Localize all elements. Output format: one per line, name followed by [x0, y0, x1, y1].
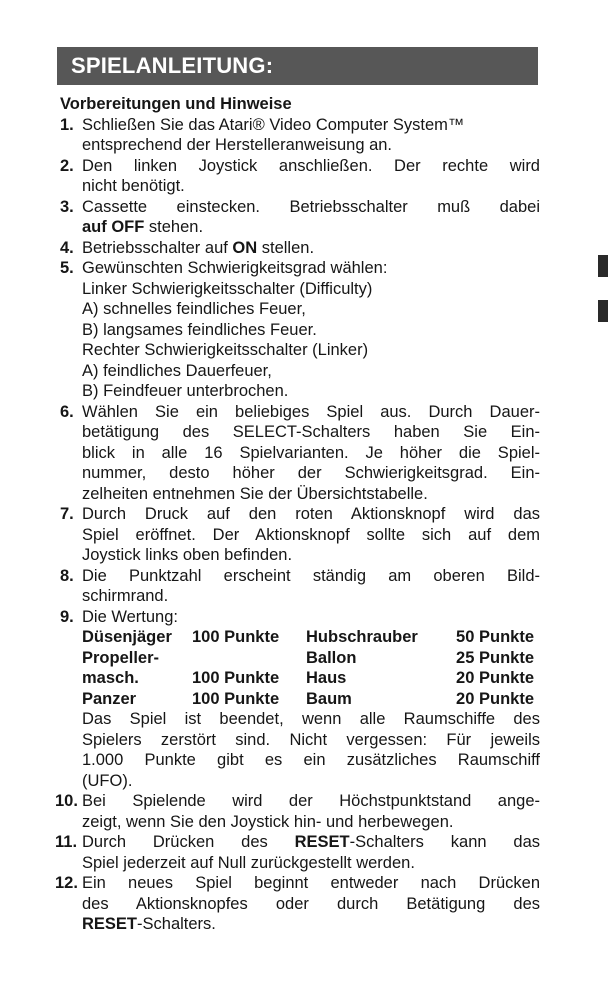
- item-text: [82, 238, 540, 259]
- item-text: (UFO).: [82, 771, 133, 790]
- item-number: 6.: [60, 402, 74, 421]
- item-text: A) schnelles feindliches Feuer,: [82, 300, 306, 318]
- item-number: 5.: [60, 259, 74, 277]
- item-text: Den linken Joystick anschließen. Der rechte wird: [82, 156, 540, 175]
- scoring-table: [82, 627, 534, 709]
- item-number: 1.: [60, 115, 74, 134]
- item-text: nummer, desto höher der Schwierigkeitsgrad. Ein-: [82, 464, 540, 482]
- item-number: 12.: [55, 874, 78, 892]
- item-text: Spielers zerstört sind. Nicht vergessen: Für jeweils: [82, 730, 540, 749]
- item-text: Cassette einstecken. Betriebsschalter muß dabei: [82, 197, 540, 216]
- table-cell: Haus: [306, 669, 347, 687]
- item-number: 4.: [60, 238, 74, 257]
- edge-mark: [598, 255, 608, 277]
- list-item: [55, 832, 540, 873]
- item-number: 10.: [55, 792, 78, 810]
- item-text: schirmrand.: [82, 587, 169, 605]
- item-text: B) langsames feindliches Feuer.: [82, 320, 317, 339]
- item-text: Bei Spielende wird der Höchstpunktstand ange-: [82, 792, 540, 810]
- table-cell: 100 Punkte: [192, 628, 280, 646]
- table-cell: masch.: [82, 669, 139, 687]
- table-cell: 100 Punkte: [192, 689, 280, 708]
- table-cell: Hubschrauber: [306, 628, 418, 646]
- item-text: zelheiten entnehmen Sie der Übersichtstabelle.: [82, 484, 428, 503]
- page-title: SPIELANLEITUNG:: [71, 53, 274, 78]
- table-row: [82, 668, 534, 689]
- table-row: [82, 648, 534, 669]
- section-title: Vorbereitungen und Hinweise: [60, 95, 292, 113]
- table-row: [82, 689, 534, 710]
- item-number: 2.: [60, 156, 74, 175]
- list-item: [60, 115, 540, 156]
- list-item: [60, 156, 540, 197]
- list-item: [60, 238, 540, 259]
- item-text: betätigung des SELECT-Schalters haben Sie Ein-: [82, 423, 540, 441]
- item-text-pre: Durch Drücken des: [82, 833, 295, 851]
- item-text: nicht benötigt.: [82, 177, 185, 195]
- item-text-pre: Betriebsschalter auf: [82, 238, 233, 257]
- keyword-off: auf OFF: [82, 218, 145, 236]
- item-text-post: -Schalters kann das: [349, 833, 541, 851]
- item-number: 8.: [60, 566, 74, 585]
- list-item: [60, 504, 540, 566]
- keyword-reset: RESET: [82, 915, 138, 933]
- item-text: [82, 217, 540, 238]
- table-cell: Baum: [306, 689, 352, 708]
- item-number: 7.: [60, 505, 74, 523]
- item-text: Gewünschten Schwierigkeitsgrad wählen:: [82, 259, 388, 277]
- item-text: A) feindliches Dauerfeuer,: [82, 361, 272, 380]
- list-item: [60, 566, 540, 607]
- item-text: Die Wertung:: [82, 607, 178, 626]
- list-item: [55, 873, 540, 935]
- instructions: [55, 94, 541, 935]
- item-text: B) Feindfeuer unterbrochen.: [82, 382, 289, 400]
- table-cell: Propeller-: [82, 648, 160, 667]
- list-item: [55, 791, 540, 832]
- table-row: [82, 627, 534, 648]
- item-text: zeigt, wenn Sie den Joystick hin- und herbewegen.: [82, 812, 454, 831]
- list-item: [60, 258, 540, 402]
- item-text: Linker Schwierigkeitsschalter (Difficulty): [82, 279, 373, 298]
- item-text: Wählen Sie ein beliebiges Spiel aus. Durch Dauer-: [82, 402, 540, 421]
- table-cell: 20 Punkte: [456, 669, 534, 687]
- item-text-post: -Schalters.: [137, 915, 216, 933]
- item-text: 1.000 Punkte gibt es ein zusätzliches Raumschiff: [82, 751, 540, 769]
- edge-mark: [598, 300, 608, 322]
- item-number: 3.: [60, 197, 74, 216]
- item-text: Joystick links oben befinden.: [82, 546, 293, 564]
- item-text: entsprechend der Herstelleranweisung an.: [82, 136, 393, 154]
- table-cell: 25 Punkte: [456, 648, 534, 667]
- table-cell: Panzer: [82, 689, 137, 708]
- list-item: [60, 402, 540, 505]
- table-cell: Ballon: [306, 648, 357, 667]
- table-cell: Düsenjäger: [82, 628, 172, 646]
- keyword-on: ON: [232, 238, 258, 257]
- item-text: Die Punktzahl erscheint ständig am oberen Bild-: [82, 566, 540, 585]
- item-text: Spiel eröffnet. Der Aktionsknopf sollte sich auf dem: [82, 525, 540, 544]
- table-cell: 100 Punkte: [192, 669, 280, 687]
- item-text: Das Spiel ist beendet, wenn alle Raumschiffe des: [82, 710, 540, 728]
- item-text: Durch Druck auf den roten Aktionsknopf wird das: [82, 505, 540, 523]
- table-cell: [192, 648, 306, 669]
- item-text: Rechter Schwierigkeitsschalter (Linker): [82, 341, 369, 359]
- item-text: Ein neues Spiel beginnt entweder nach Drücken: [82, 874, 540, 892]
- item-text: des Aktionsknopfes oder durch Betätigung des: [82, 894, 540, 913]
- item-text: [82, 914, 540, 935]
- table-cell: 20 Punkte: [456, 689, 534, 708]
- item-text: [82, 832, 540, 853]
- item-text: Spiel jederzeit auf Null zurückgestellt werden.: [82, 853, 415, 872]
- item-number: 11.: [55, 833, 78, 851]
- list-item: [60, 197, 540, 238]
- item-text: blick in alle 16 Spielvarianten. Je höher die Spiel-: [82, 443, 540, 462]
- item-text: Schließen Sie das Atari® Video Computer System™: [82, 115, 465, 134]
- table-cell: 50 Punkte: [456, 628, 534, 646]
- item-number: 9.: [60, 607, 74, 626]
- keyword-reset: RESET: [294, 833, 350, 851]
- item-text-rest: stehen.: [144, 218, 204, 236]
- item-text-post: stellen.: [257, 238, 315, 257]
- header-band: [57, 47, 538, 85]
- list-item: [60, 607, 540, 792]
